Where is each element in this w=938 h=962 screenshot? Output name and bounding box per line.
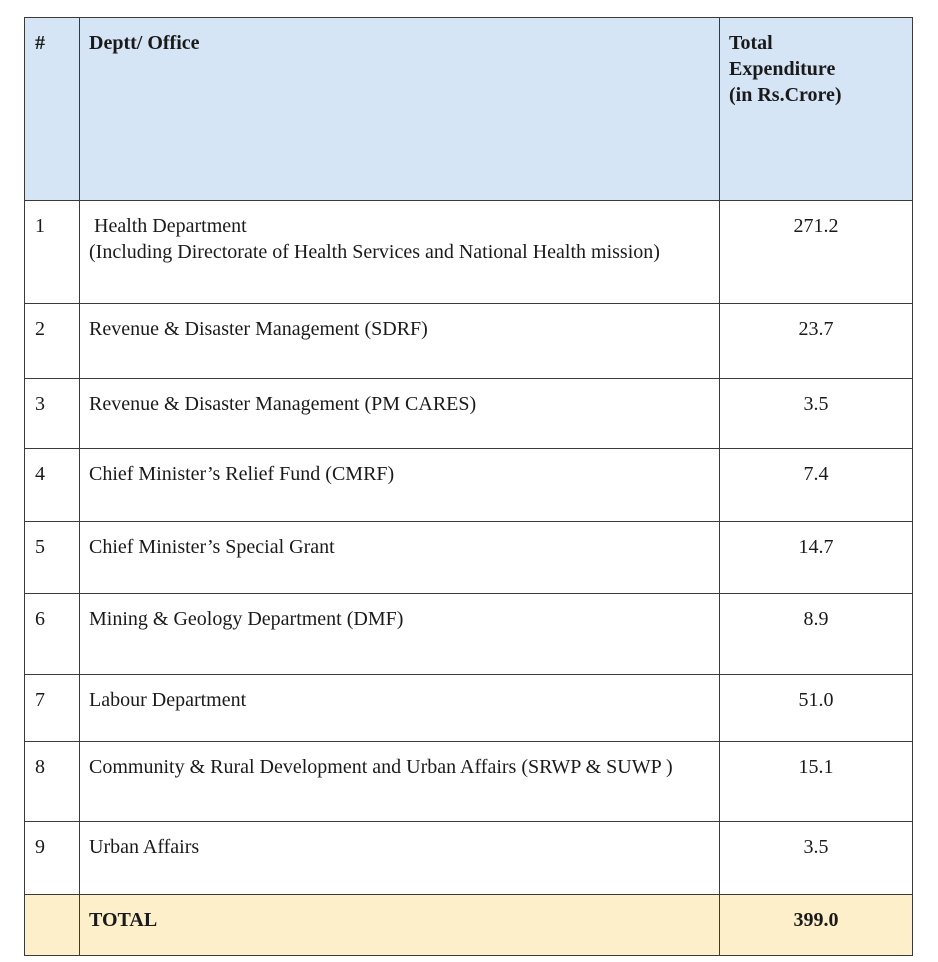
row-dept-title: Health Department (89, 215, 247, 237)
table-row (25, 594, 913, 675)
total-label: TOTAL (80, 895, 720, 956)
header-total-line1: Total (729, 32, 773, 54)
table-row (25, 304, 913, 379)
row-value: 8.9 (720, 594, 913, 675)
row-dept: Mining & Geology Department (DMF) (80, 594, 720, 675)
row-number: 2 (25, 304, 80, 379)
header-total-line2: Expenditure (729, 58, 836, 80)
row-value: 23.7 (720, 304, 913, 379)
row-number: 9 (25, 822, 80, 895)
row-dept (80, 742, 720, 822)
row-value: 7.4 (720, 449, 913, 522)
row-dept: Urban Affairs (80, 822, 720, 895)
row-dept-subtitle: (Including Directorate of Health Services and National Health mission) (89, 241, 660, 263)
row-value: 15.1 (720, 742, 913, 822)
table-row (25, 379, 913, 449)
expenditure-table (24, 17, 913, 956)
row-number: 3 (25, 379, 80, 449)
total-row (25, 895, 913, 956)
row-dept: Revenue & Disaster Management (SDRF) (80, 304, 720, 379)
row-value: 3.5 (720, 822, 913, 895)
header-row (25, 18, 913, 201)
row-dept: Revenue & Disaster Management (PM CARES) (80, 379, 720, 449)
row-dept (80, 201, 720, 304)
row-number: 7 (25, 675, 80, 742)
table-row (25, 742, 913, 822)
row-value: 51.0 (720, 675, 913, 742)
header-total (720, 18, 913, 201)
row-dept: Labour Department (80, 675, 720, 742)
table-row (25, 675, 913, 742)
row-number: 5 (25, 522, 80, 594)
table-row (25, 822, 913, 895)
total-value: 399.0 (720, 895, 913, 956)
row-number: 8 (25, 742, 80, 822)
table-row (25, 201, 913, 304)
header-total-line3: (in Rs.Crore) (729, 84, 842, 106)
row-number: 4 (25, 449, 80, 522)
row-dept: Chief Minister’s Special Grant (80, 522, 720, 594)
header-number: # (25, 18, 80, 201)
header-dept: Deptt/ Office (80, 18, 720, 201)
row-number: 1 (25, 201, 80, 304)
row-value: 271.2 (720, 201, 913, 304)
total-number-cell (25, 895, 80, 956)
table-row (25, 522, 913, 594)
row-dept: Chief Minister’s Relief Fund (CMRF) (80, 449, 720, 522)
row-number: 6 (25, 594, 80, 675)
table-row (25, 449, 913, 522)
row-value: 14.7 (720, 522, 913, 594)
row-dept-text: Community & Rural Development and Urban Affairs (SRWP & SUWP ) (89, 756, 673, 778)
row-value: 3.5 (720, 379, 913, 449)
